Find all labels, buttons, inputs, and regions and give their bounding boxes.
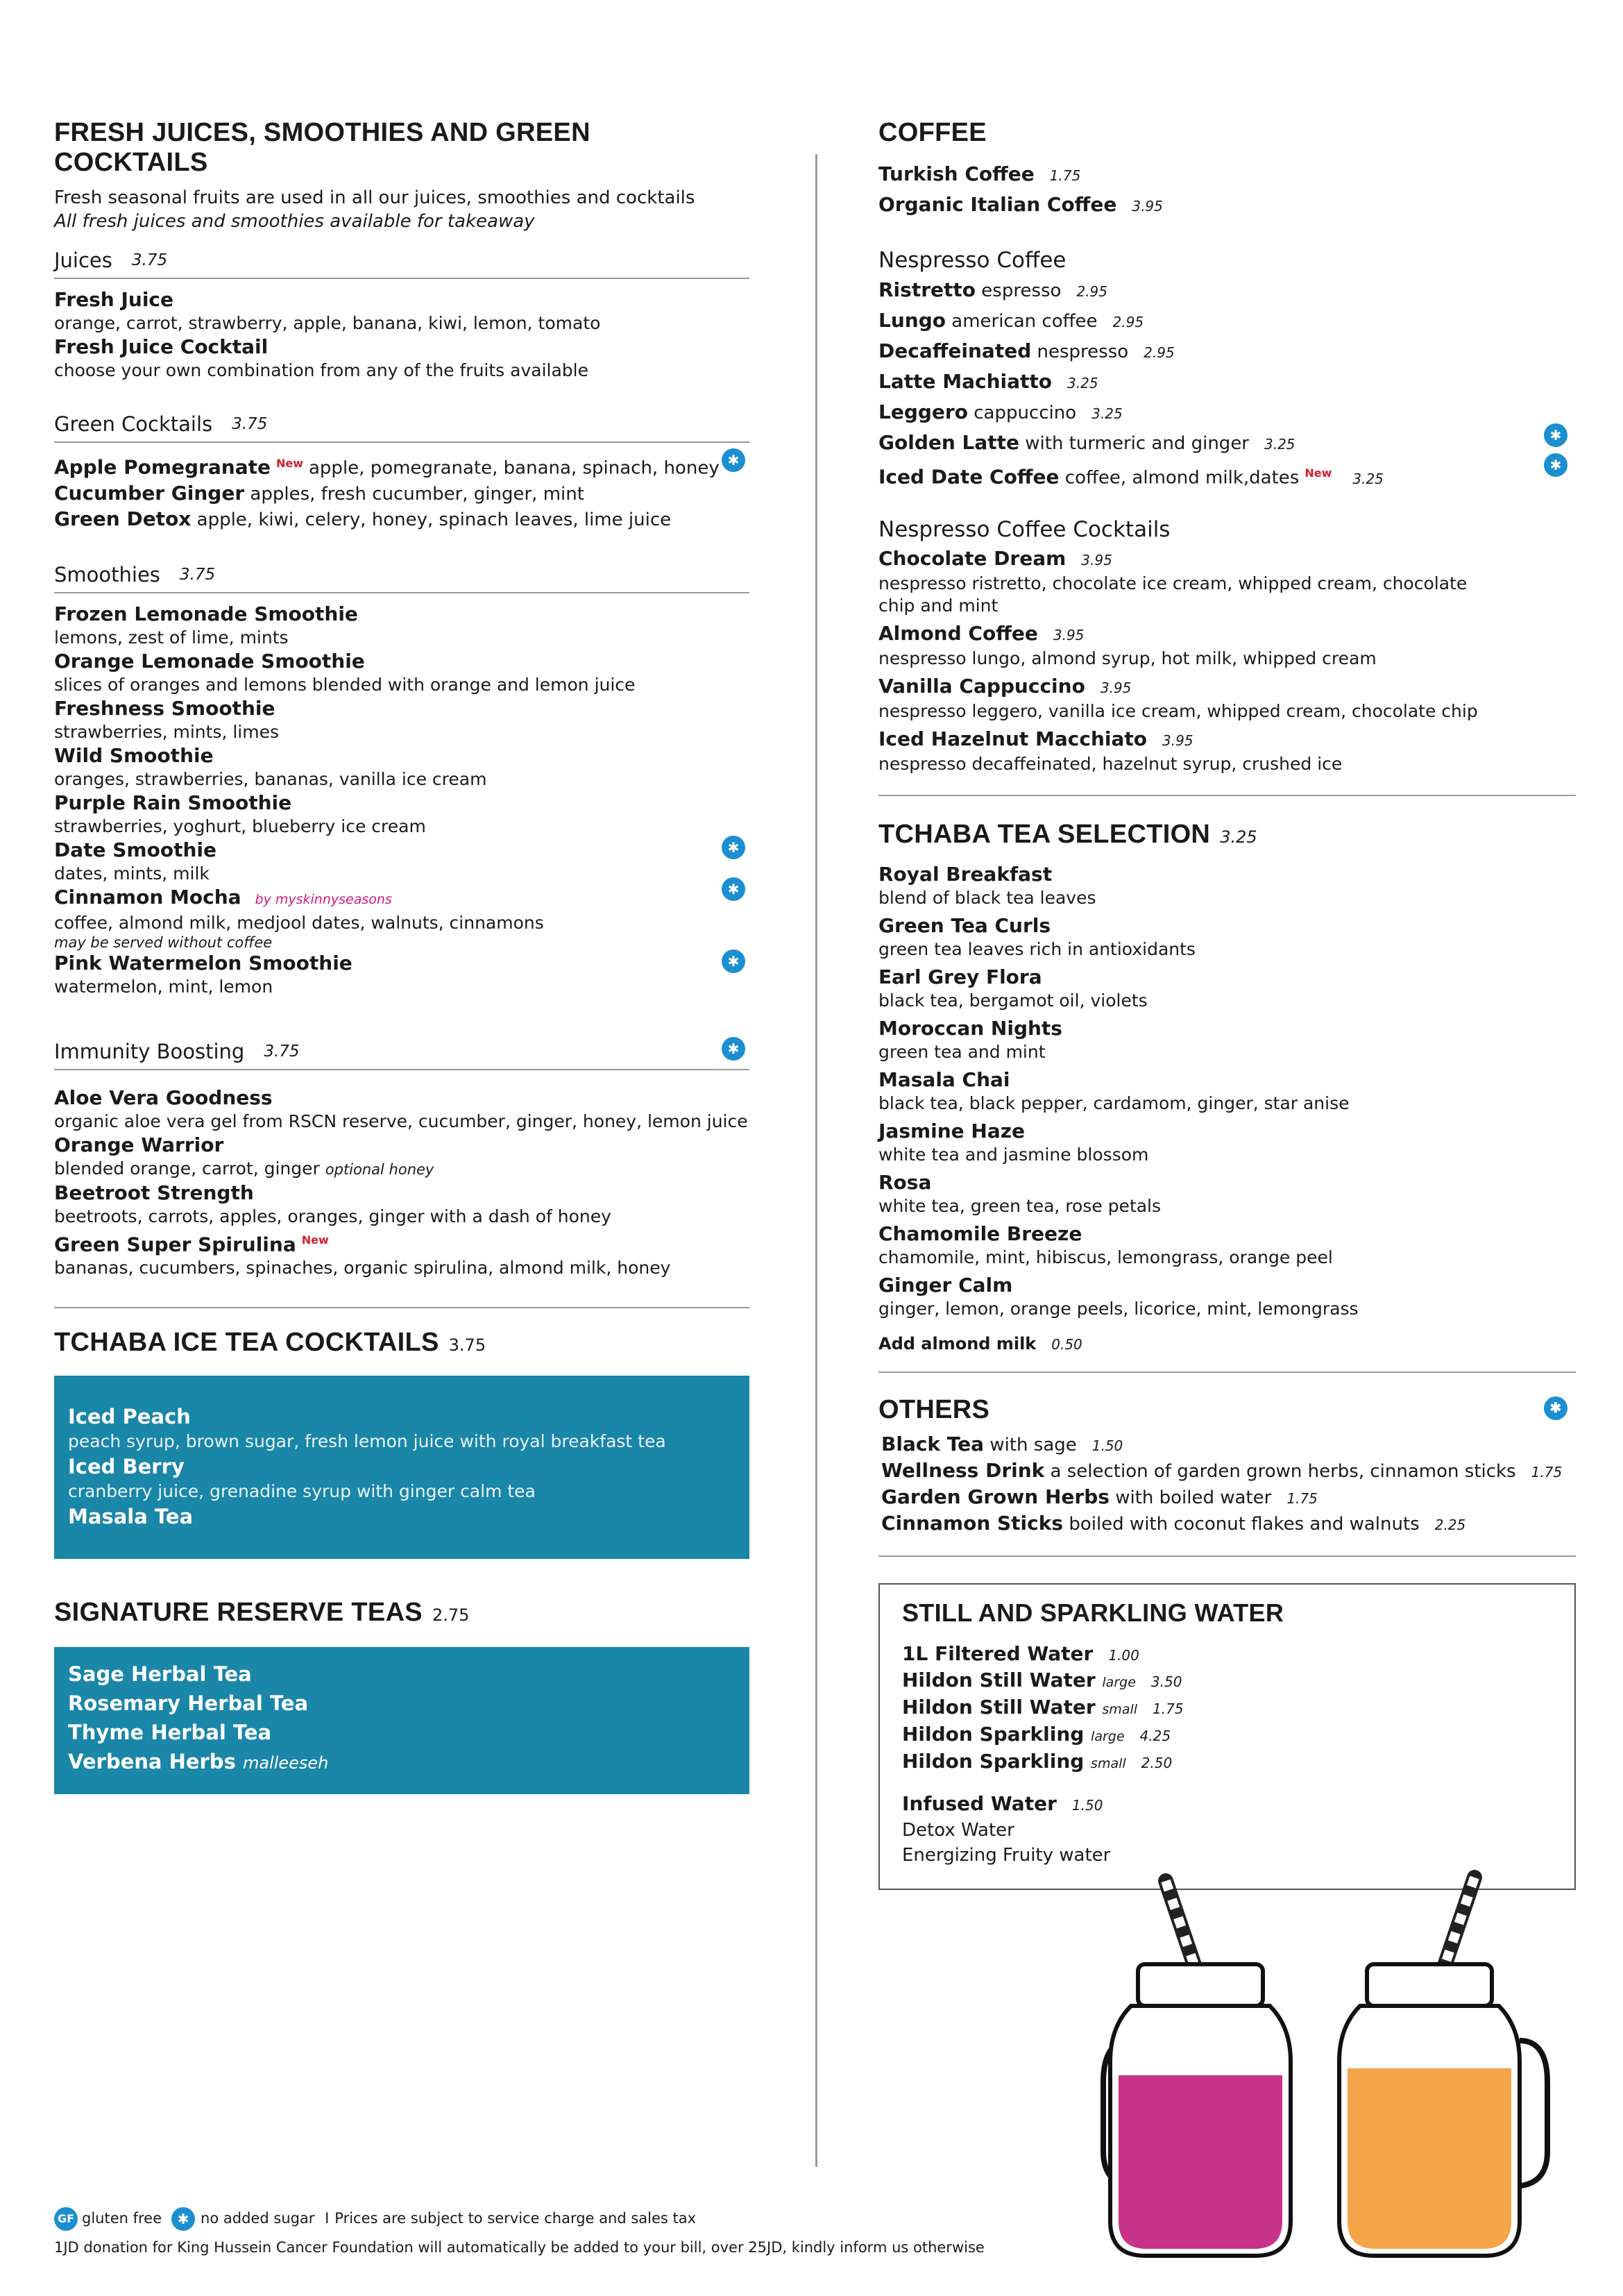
menu-item-desc: oranges, strawberries, bananas, vanilla ice cream	[54, 768, 487, 789]
menu-item	[54, 451, 749, 481]
menu-item-desc: coffee, almond milk, medjool dates, walnuts, cinnamons	[54, 912, 544, 933]
menu-item-option: Detox Water	[902, 1819, 1014, 1841]
menu-item-desc: american coffee	[951, 311, 1098, 332]
title-text: TCHABA ICE TEA COCKTAILS	[54, 1327, 439, 1357]
section-price: 2.75	[432, 1605, 470, 1625]
menu-item-desc: nespresso decaffeinated, hazelnut syrup, crushed ice	[878, 753, 1343, 774]
menu-item-size: small	[1091, 1755, 1126, 1771]
title-text: SIGNATURE RESERVE TEAS	[54, 1597, 423, 1627]
menu-item	[878, 192, 1576, 219]
menu-item	[878, 398, 1576, 428]
subhead-green-cocktails	[54, 412, 749, 443]
menu-item-desc: lemons, zest of lime, mints	[54, 627, 289, 648]
water-list	[902, 1641, 1552, 1868]
menu-item-desc: strawberries, mints, limes	[54, 721, 279, 742]
menu-item-desc: cranberry juice, grenadine syrup with ginger calm tea	[68, 1480, 536, 1501]
menu-item-name: Iced Hazelnut Macchiato	[878, 727, 1148, 750]
menu-item	[878, 428, 1576, 459]
gf-label: gluten free	[82, 2210, 162, 2227]
menu-item	[878, 162, 1576, 188]
menu-item-price: 2.95	[1112, 314, 1144, 330]
coffee-cocktails-list	[878, 546, 1576, 775]
menu-item-name: Beetroot Strength	[54, 1181, 254, 1204]
menu-item-name: Green Detox	[54, 507, 192, 530]
item-name-text: Cinnamon Mocha	[54, 885, 241, 909]
menu-item-desc: chamomile, mint, hibiscus, lemongrass, orange peel	[878, 1247, 1333, 1267]
no-added-sugar-icon: ✱	[171, 2207, 195, 2231]
menu-item-desc: blend of black tea leaves	[878, 887, 1096, 908]
menu-item	[878, 276, 1576, 306]
nosugar-label: no added sugar	[201, 2210, 315, 2227]
addon-price: 0.50	[1051, 1335, 1082, 1353]
section-title-ice-tea	[54, 1328, 749, 1358]
menu-item	[878, 727, 1576, 753]
left-column	[54, 118, 749, 1794]
menu-item-desc: peach syrup, brown sugar, fresh lemon juice with royal breakfast tea	[68, 1430, 666, 1451]
menu-item	[902, 1749, 1552, 1776]
title-text: OTHERS	[878, 1394, 990, 1424]
menu-item-name: Infused Water	[902, 1791, 1057, 1815]
menu-item-desc: black tea, bergamot oil, violets	[878, 990, 1148, 1011]
menu-item-name	[54, 1228, 749, 1257]
menu-item-price: 2.50	[1141, 1754, 1173, 1771]
menu-item-desc: cappuccino	[974, 403, 1077, 423]
coffee-basic-list	[878, 162, 1576, 219]
menu-item-price: 3.25	[1091, 405, 1123, 422]
juices-intro	[54, 186, 749, 233]
others-list	[878, 1432, 1576, 1537]
tea-list	[878, 862, 1576, 1353]
divider	[878, 1371, 1576, 1373]
menu-item-price: 3.25	[1067, 375, 1098, 391]
menu-item-price: 4.25	[1139, 1727, 1171, 1744]
subhead-nespresso-cocktails: Nespresso Coffee Cocktails	[878, 516, 1171, 542]
menu-item-note: malleeseh	[242, 1753, 329, 1773]
intro-italic: All fresh juices and smoothies available for takeaway	[54, 211, 535, 232]
item-name-text: Verbena Herbs	[68, 1749, 236, 1773]
menu-item-name: Hildon Sparkling	[902, 1722, 1085, 1746]
desc-text: blended orange, carrot, ginger	[54, 1158, 320, 1179]
jar-pink	[1103, 1964, 1291, 2256]
menu-item	[881, 1432, 1576, 1458]
menu-item-name: Ristretto	[878, 278, 976, 301]
subhead-label: Smoothies	[54, 562, 160, 586]
reserve-box	[54, 1647, 749, 1794]
menu-item	[881, 1511, 1576, 1537]
section-title-water: STILL AND SPARKLING WATER	[902, 1598, 1284, 1627]
menu-item-name	[68, 1747, 736, 1778]
menu-item-desc: bananas, cucumbers, spinaches, organic spirulina, almond milk, honey	[54, 1257, 671, 1278]
menu-item-desc: green tea and mint	[878, 1041, 1046, 1062]
no-added-sugar-icon: ✱	[722, 836, 745, 859]
menu-item-size: small	[1102, 1701, 1138, 1717]
menu-item-name: Chamomile Breeze	[878, 1222, 1082, 1245]
subhead-price: 3.75	[264, 1042, 300, 1061]
menu-item-price: 3.95	[1081, 551, 1112, 568]
menu-item-name: 1L Filtered Water	[902, 1641, 1094, 1665]
menu-item-name: Latte Machiatto	[878, 370, 1053, 393]
menu-item	[881, 1458, 1576, 1485]
jar-orange	[1339, 1964, 1547, 2256]
menu-item-desc: white tea, green tea, rose petals	[878, 1195, 1162, 1216]
subhead-immunity	[54, 1040, 749, 1070]
menu-item	[54, 481, 749, 507]
menu-item-price: 3.25	[1352, 470, 1384, 487]
menu-item-price: 2.95	[1144, 344, 1175, 361]
menu-item-desc: apples, fresh cucumber, ginger, mint	[250, 483, 584, 505]
menu-item-desc: boiled with coconut flakes and walnuts	[1069, 1513, 1420, 1535]
new-badge: New	[1305, 466, 1332, 480]
addon-name: Add almond milk	[878, 1333, 1037, 1353]
menu-item-name: Cinnamon Sticks	[881, 1511, 1064, 1535]
credit-text: by myskinnyseasons	[255, 891, 392, 907]
menu-item	[878, 337, 1576, 367]
legend	[54, 2207, 985, 2231]
menu-item-desc: with sage	[989, 1434, 1077, 1455]
menu-item-name: Earl Grey Flora	[878, 965, 1042, 988]
menu-item-name: Fresh Juice Cocktail	[54, 335, 269, 358]
menu-item-price: 3.95	[1132, 198, 1163, 214]
menu-item-note: optional honey	[325, 1160, 434, 1178]
donation-note: 1JD donation for King Hussein Cancer Foundation will automatically be added to your bill, over 25JD, kindly inform us otherwise	[54, 2239, 985, 2256]
menu-item-size: large	[1091, 1728, 1125, 1744]
menu-item-price: 3.50	[1150, 1673, 1182, 1690]
menu-item-desc: dates, mints, milk	[54, 863, 210, 884]
menu-item-price: 3.25	[1264, 436, 1295, 453]
menu-item-name: Frozen Lemonade Smoothie	[54, 602, 358, 625]
menu-item-price: 3.95	[1162, 732, 1193, 749]
intro-text: Fresh seasonal fruits are used in all our juices, smoothies and cocktails	[54, 187, 695, 208]
menu-item-name: Aloe Vera Goodness	[54, 1086, 273, 1109]
menu-item-name: Cucumber Ginger	[54, 481, 245, 505]
section-title-others	[878, 1395, 1576, 1425]
menu-item-price: 2.25	[1434, 1516, 1466, 1533]
menu-item-name: Iced Date Coffee	[878, 465, 1060, 489]
ice-tea-box	[54, 1376, 749, 1559]
menu-item	[878, 459, 1576, 493]
menu-item-desc: black tea, black pepper, cardamom, ginger, star anise	[878, 1092, 1350, 1113]
menu-item-name: Green Tea Curls	[878, 913, 1051, 937]
menu-item	[902, 1722, 1552, 1749]
menu-item-option: Energizing Fruity water	[902, 1844, 1111, 1866]
menu-item	[54, 507, 749, 532]
menu-item-desc: ginger, lemon, orange peels, licorice, mint, lemongrass	[878, 1298, 1359, 1319]
menu-item	[878, 621, 1576, 648]
menu-item-desc: a selection of garden grown herbs, cinnamon sticks	[1050, 1460, 1516, 1482]
menu-item-name: Sage Herbal Tea	[68, 1662, 252, 1686]
no-added-sugar-icon: ✱	[722, 949, 745, 973]
section-title-juices: FRESH JUICES, SMOOTHIES AND GREEN COCKTAILS	[54, 118, 590, 177]
addon-item	[878, 1334, 1576, 1353]
gluten-free-icon: GF	[54, 2207, 78, 2231]
menu-item-name: Apple Pomegranate	[54, 455, 271, 479]
menu-item-name: Masala Tea	[68, 1504, 194, 1528]
no-added-sugar-icon: ✱	[1544, 423, 1567, 447]
menu-item-price: 2.95	[1076, 283, 1107, 300]
menu-item-size: large	[1102, 1674, 1136, 1690]
juice-jars-illustration	[1089, 1867, 1561, 2284]
subhead-nespresso: Nespresso Coffee	[878, 248, 1067, 273]
no-added-sugar-icon: ✱	[722, 877, 745, 901]
menu-item-name: Golden Latte	[878, 431, 1020, 454]
menu-item	[881, 1485, 1576, 1511]
menu-item-desc: slices of oranges and lemons blended with orange and lemon juice	[54, 674, 636, 695]
menu-item-name: Fresh Juice	[54, 288, 174, 311]
menu-item-price: 3.95	[1053, 626, 1085, 643]
section-title-reserve	[54, 1598, 749, 1628]
menu-item-name: Garden Grown Herbs	[881, 1485, 1110, 1508]
menu-item-name	[54, 885, 749, 912]
menu-item-desc: apple, pomegranate, banana, spinach, honey	[309, 457, 720, 479]
subhead-label: Immunity Boosting	[54, 1039, 245, 1063]
menu-item-desc	[54, 1158, 749, 1181]
menu-item-name: Turkish Coffee	[878, 162, 1035, 185]
menu-item-name: Wellness Drink	[881, 1458, 1045, 1482]
menu-item-name: Wild Smoothie	[54, 743, 214, 767]
no-added-sugar-icon: ✱	[1544, 1396, 1567, 1420]
menu-item	[878, 546, 1576, 573]
menu-item-name: Black Tea	[881, 1432, 985, 1455]
divider	[878, 1555, 1576, 1557]
menu-item-desc: beetroots, carrots, apples, oranges, ginger with a dash of honey	[54, 1206, 611, 1226]
menu-item-price: 1.50	[1071, 1796, 1103, 1814]
menu-item-price: 1.75	[1286, 1489, 1318, 1507]
menu-item-note: may be served without coffee	[54, 934, 273, 951]
menu-item-desc: green tea leaves rich in antioxidants	[878, 938, 1196, 959]
menu-item-desc: organic aloe vera gel from RSCN reserve, cucumber, ginger, honey, lemon juice	[54, 1111, 748, 1131]
menu-item-name: Orange Lemonade Smoothie	[54, 649, 365, 673]
tax-note: Prices are subject to service charge and sales tax	[334, 2210, 697, 2227]
menu-item-desc: apple, kiwi, celery, honey, spinach leaves, lime juice	[196, 509, 672, 530]
subhead-label: Juices	[54, 248, 112, 272]
menu-item-name: Purple Rain Smoothie	[54, 791, 292, 814]
menu-item-name: Thyme Herbal Tea	[68, 1720, 272, 1744]
menu-item	[902, 1791, 1552, 1818]
menu-item-desc: nespresso lungo, almond syrup, hot milk, whipped cream	[878, 648, 1377, 668]
item-name-text: Green Super Spirulina	[54, 1232, 296, 1256]
nespresso-list	[878, 276, 1576, 493]
menu-item-name: Decaffeinated	[878, 339, 1032, 362]
title-text: TCHABA TEA SELECTION	[878, 819, 1211, 849]
right-column	[878, 118, 1576, 1890]
menu-item-desc: with boiled water	[1115, 1487, 1272, 1508]
menu-item-name: Hildon Still Water	[902, 1695, 1096, 1719]
subhead-price: 3.75	[131, 251, 168, 269]
menu-item	[878, 674, 1576, 700]
footer	[54, 2207, 985, 2256]
subhead-price: 3.75	[179, 565, 216, 584]
divider	[878, 795, 1576, 796]
section-title-coffee: COFFEE	[878, 118, 987, 147]
menu-item-name: Chocolate Dream	[878, 546, 1067, 570]
menu-item-desc: nespresso leggero, vanilla ice cream, whipped cream, chocolate chip	[878, 700, 1478, 721]
menu-item-name: Rosa	[878, 1170, 932, 1194]
menu-item-desc: nespresso ristretto, chocolate ice cream, whipped cream, chocolate chip and mint	[878, 573, 1468, 616]
menu-item-desc: strawberries, yoghurt, blueberry ice cream	[54, 816, 426, 836]
menu-item-name: Orange Warrior	[54, 1133, 224, 1156]
menu-item-desc: with turmeric and ginger	[1025, 433, 1249, 454]
section-price: 3.25	[1220, 827, 1257, 847]
menu-item-desc: espresso	[981, 280, 1062, 301]
immunity-list	[54, 1086, 749, 1279]
separator: I	[325, 2210, 330, 2227]
menu-item-desc: white tea and jasmine blossom	[878, 1144, 1149, 1165]
menu-item-price: 1.75	[1531, 1463, 1563, 1480]
menu-item	[902, 1641, 1552, 1668]
menu-item	[878, 306, 1576, 337]
menu-item-desc: coffee, almond milk,dates	[1064, 467, 1300, 489]
subhead-juices	[54, 248, 749, 279]
column-divider	[815, 154, 817, 2167]
new-badge: New	[301, 1233, 329, 1247]
section-price: 3.75	[448, 1335, 486, 1355]
menu-item-name: Lungo	[878, 309, 946, 332]
subhead-label: Green Cocktails	[54, 412, 213, 436]
menu-item-name: Ginger Calm	[878, 1273, 1013, 1297]
divider	[54, 1307, 749, 1308]
menu-item-name: Iced Peach	[68, 1404, 191, 1428]
green-list	[54, 451, 749, 532]
smoothies-list	[54, 602, 749, 998]
no-added-sugar-icon: ✱	[1544, 453, 1567, 477]
menu-item-name: Almond Coffee	[878, 621, 1038, 645]
new-badge: New	[275, 457, 303, 470]
subhead-price: 3.75	[232, 415, 268, 433]
menu-item-name: Hildon Still Water	[902, 1668, 1096, 1691]
menu-item-name: Jasmine Haze	[878, 1119, 1026, 1142]
menu-item-name: Iced Berry	[68, 1454, 185, 1478]
water-box	[878, 1583, 1576, 1890]
menu-item-price: 3.95	[1100, 679, 1132, 696]
menu-item-name: Leggero	[878, 400, 968, 423]
menu-item-price: 1.75	[1049, 167, 1081, 184]
menu-item	[902, 1695, 1552, 1722]
menu-item-name: Vanilla Cappuccino	[878, 674, 1085, 698]
menu-item-name: Rosemary Herbal Tea	[68, 1691, 309, 1715]
menu-item-name: Date Smoothie	[54, 838, 216, 861]
menu-item-price: 1.00	[1108, 1646, 1139, 1664]
no-added-sugar-icon: ✱	[722, 1037, 745, 1061]
menu-item-desc: orange, carrot, strawberry, apple, banana, kiwi, lemon, tomato	[54, 313, 601, 333]
juices-list	[54, 287, 749, 382]
menu-item-name: Moroccan Nights	[878, 1016, 1062, 1040]
section-title-tea	[878, 820, 1576, 850]
menu-item	[902, 1668, 1552, 1695]
menu-item	[878, 367, 1576, 398]
menu-item-name: Pink Watermelon Smoothie	[54, 951, 352, 974]
menu-item-name: Organic Italian Coffee	[878, 193, 1117, 216]
menu-item-name: Freshness Smoothie	[54, 696, 275, 720]
menu-item-desc: watermelon, mint, lemon	[54, 976, 273, 997]
menu-item-desc: choose your own combination from any of the fruits available	[54, 360, 588, 380]
menu-item-price: 1.75	[1153, 1700, 1184, 1717]
menu-item-name: Royal Breakfast	[878, 862, 1053, 886]
menu-item-name: Hildon Sparkling	[902, 1749, 1085, 1773]
subhead-smoothies	[54, 563, 749, 593]
menu-item-price: 1.50	[1091, 1437, 1123, 1454]
no-added-sugar-icon: ✱	[722, 448, 745, 472]
menu-item-desc: nespresso	[1037, 341, 1129, 362]
menu-item-name: Masala Chai	[878, 1067, 1010, 1091]
